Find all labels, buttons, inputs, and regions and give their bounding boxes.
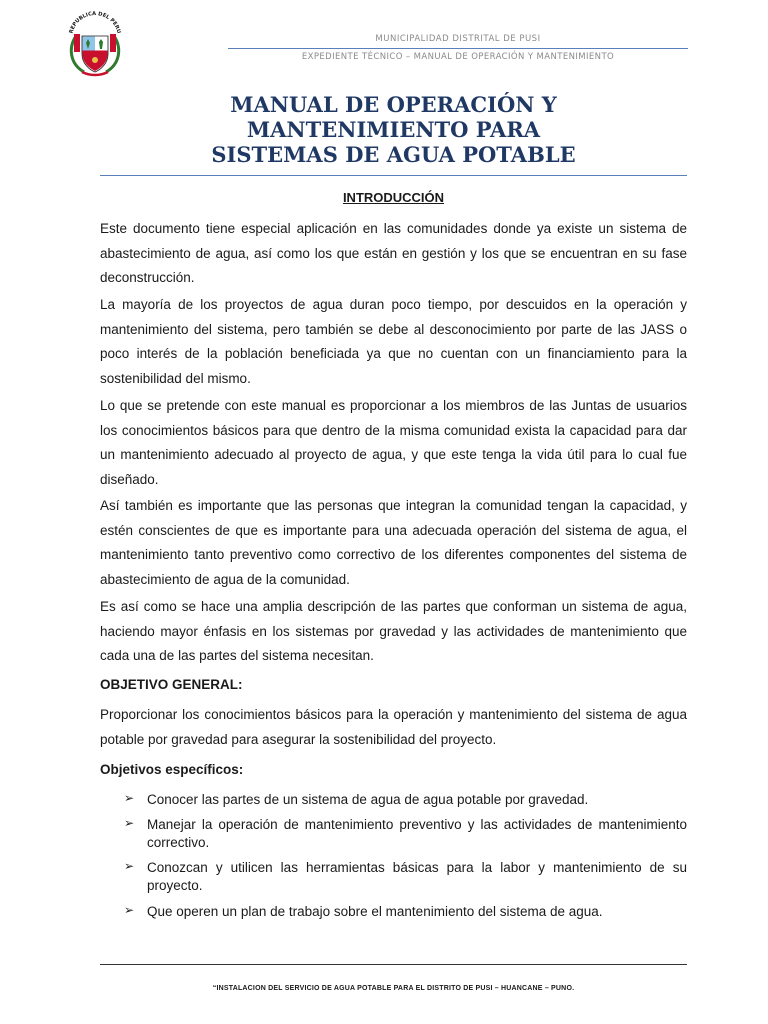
header-divider [228, 48, 688, 49]
arrow-bullet-icon: ➢ [124, 859, 135, 873]
list-item-text: Conozcan y utilicen las herramientas básicas para la labor y mantenimiento de su proyecto. [147, 860, 687, 893]
list-item-text: Manejar la operación de mantenimiento preventivo y las actividades de mantenimiento correctivo. [147, 817, 687, 850]
arrow-bullet-icon: ➢ [124, 791, 135, 805]
seal-text: REPUBLICA DEL PERU [68, 10, 122, 35]
title-divider [100, 175, 687, 176]
paragraph-1: Este documento tiene especial aplicación en las comunidades donde ya existe un sistema de abastecimiento de agua, así como los que están en gestión y los que se encuentran en su fase deconstrucción. [100, 221, 687, 285]
general-objective-heading: OBJETIVO GENERAL: [100, 677, 243, 692]
header-subtitle: EXPEDIENTE TÉCNICO – MANUAL DE OPERACIÓN Y MANTENIMIENTO [301, 52, 615, 62]
title-line-1: MANUAL DE OPERACIÓN Y [230, 92, 557, 117]
footer-project-title: “INSTALACION DEL SERVICIO DE AGUA POTABLE PARA EL DISTRITO DE PUSI – HUANCANE – PUNO. [212, 985, 575, 992]
paragraph-4: Así también es importante que las personas que integran la comunidad tengan la capacidad, y estén conscientes de que es importante para una adecuada operación del sistema de agua, el mantenimiento tanto preventivo como correctivo de los diferentes componentes del sistema de abastecimiento de agua de la comunidad. [100, 498, 687, 587]
title-line-3: SISTEMAS DE AGUA POTABLE [211, 142, 576, 167]
introduction-heading: INTRODUCCIÓN [342, 190, 445, 205]
title-line-2: MANTENIMIENTO PARA [246, 117, 541, 142]
footer-divider [100, 964, 687, 965]
arrow-bullet-icon: ➢ [124, 903, 135, 917]
paragraph-2: La mayoría de los proyectos de agua duran poco tiempo, por descuidos en la operación y mantenimiento del sistema, pero también se debe al desconocimiento por parte de las JASS o poco interés de la población beneficiada ya que no cuentan con un financiamiento para la sostenibilidad del mismo. [100, 297, 687, 386]
peru-seal-logo [62, 10, 128, 80]
document-title [100, 92, 687, 167]
specific-objectives-heading: Objetivos específicos: [100, 762, 244, 777]
list-item-text: Que operen un plan de trabajo sobre el mantenimiento del sistema de agua. [147, 904, 603, 919]
list-item-text: Conocer las partes de un sistema de agua de agua potable por gravedad. [147, 792, 589, 807]
svg-text:REPUBLICA DEL PERU [68, 11, 121, 34]
general-objective-text: Proporcionar los conocimientos básicos para la operación y mantenimiento del sistema de agua potable por gravedad para asegurar la sostenibilidad del proyecto. [100, 707, 687, 747]
arrow-bullet-icon: ➢ [124, 816, 135, 830]
paragraph-5: Es así como se hace una amplia descripción de las partes que conforman un sistema de agua, haciendo mayor énfasis en los sistemas por gravedad y las actividades de mantenimiento que cada una de las partes del sistema necesitan. [100, 599, 687, 663]
header-municipality: MUNICIPALIDAD DISTRITAL DE PUSI [375, 34, 541, 44]
paragraph-3: Lo que se pretende con este manual es proporcionar a los miembros de las Juntas de usuarios los conocimientos básicos para que dentro de la misma comunidad exista la capacidad para dar un mantenimiento adecuado al proyecto de agua, y que este tenga la vida útil para lo cual fue diseñado. [100, 398, 687, 487]
